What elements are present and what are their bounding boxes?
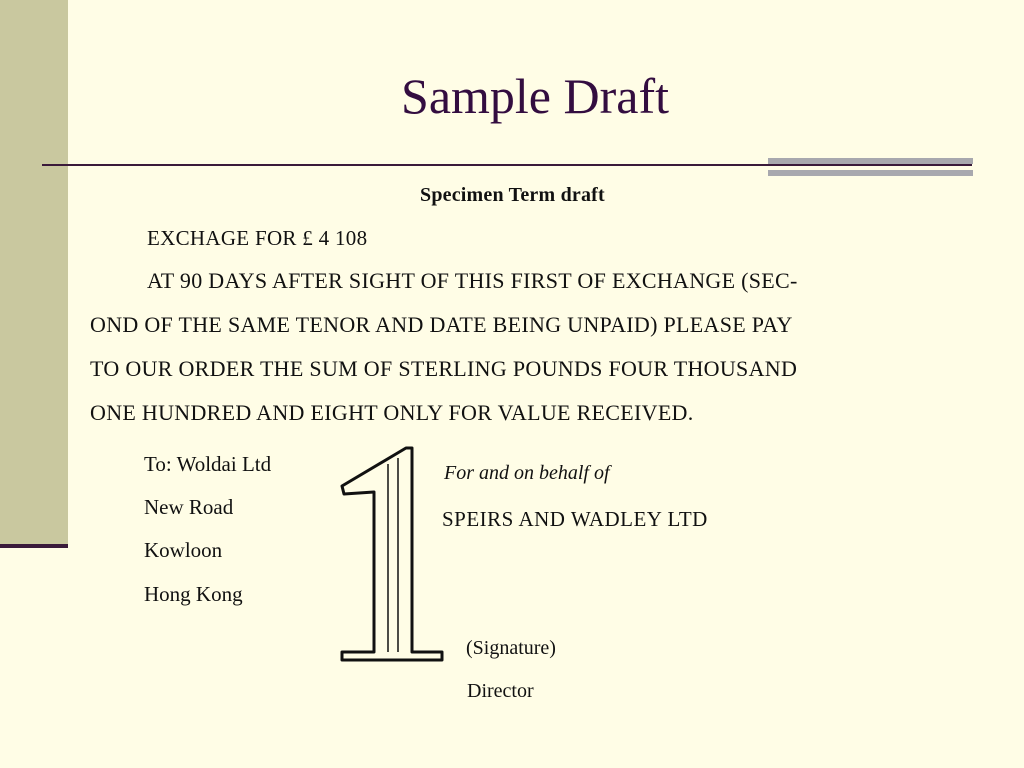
draft-body-line-2: OND OF THE SAME TENOR AND DATE BEING UNPAID) PLEASE PAY bbox=[90, 312, 793, 337]
draft-heading: Specimen Term draft bbox=[420, 184, 605, 206]
draft-body-line-1: AT 90 DAYS AFTER SIGHT OF THIS FIRST OF EXCHANGE (SEC- bbox=[147, 268, 798, 293]
draft-body-line-3: TO OUR ORDER THE SUM OF STERLING POUNDS FOUR THOUSAND bbox=[90, 356, 798, 381]
address-line-2: Kowloon bbox=[144, 538, 223, 562]
signature-label: (Signature) bbox=[466, 637, 556, 659]
address-line-3: Hong Kong bbox=[144, 582, 243, 606]
copy-number-one bbox=[330, 438, 450, 668]
addressee-to: To: Woldai Ltd bbox=[144, 452, 272, 476]
exchange-amount: EXCHAGE FOR £ 4 108 bbox=[147, 226, 368, 250]
drawer-company: SPEIRS AND WADLEY LTD bbox=[442, 507, 708, 531]
slide-title: Sample Draft bbox=[401, 68, 669, 124]
draft-body-line-4: ONE HUNDRED AND EIGHT ONLY FOR VALUE RECEIVED. bbox=[90, 400, 694, 425]
copy-number-text: 1 bbox=[330, 438, 331, 439]
signatory-title: Director bbox=[467, 680, 534, 702]
on-behalf-of: For and on behalf of bbox=[444, 462, 610, 484]
address-line-1: New Road bbox=[144, 495, 234, 519]
